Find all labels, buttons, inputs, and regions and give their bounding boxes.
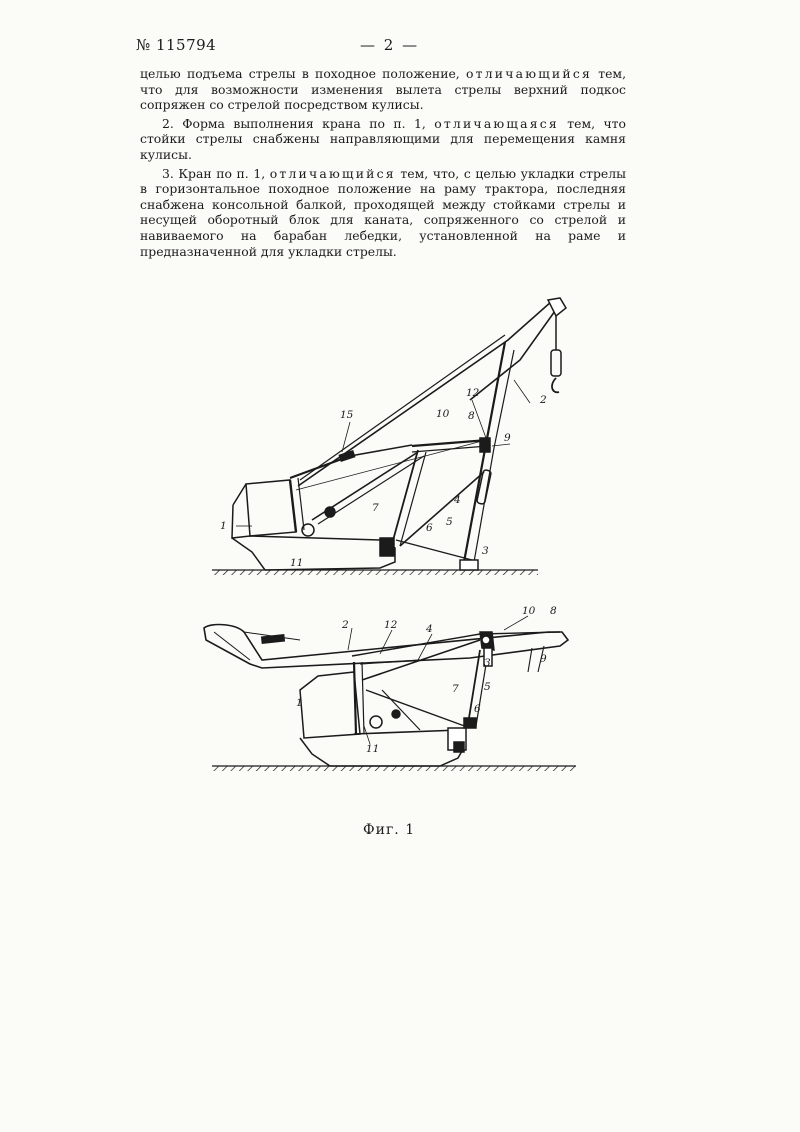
emphasis-spaced: отличающийся xyxy=(465,66,592,81)
label-8: 8 xyxy=(550,605,557,617)
figure-caption: Фиг. 1 xyxy=(363,822,416,838)
label-7: 7 xyxy=(372,502,379,514)
boom-horizontal xyxy=(204,625,568,668)
label-4: 4 xyxy=(454,494,461,506)
top-view-crane xyxy=(212,298,566,575)
label-9: 9 xyxy=(504,432,511,444)
label-10: 10 xyxy=(522,605,536,617)
tractor-frame xyxy=(250,536,395,570)
track-roller xyxy=(380,538,394,556)
label-7: 7 xyxy=(452,683,459,695)
label-2: 2 xyxy=(540,394,547,406)
emphasis-spaced: отличающаяся xyxy=(434,115,559,131)
label-11: 11 xyxy=(290,557,304,569)
label-5: 5 xyxy=(446,516,453,528)
label-8: 8 xyxy=(468,410,475,422)
patent-number: № 115794 xyxy=(136,36,217,54)
label-15: 15 xyxy=(340,409,354,421)
label-1: 1 xyxy=(220,520,227,532)
label-12: 12 xyxy=(384,619,398,631)
claim-3: 3. Кран по п. 1, отличающийся тем, что, с целью укладки стрелы в горизонтальное походное положение на раму трактора, последняя снабжена консольной балкой, проходящей между стойками стрелы и несущей оборотный блок для каната, сопряженного со стрелой и навиваемого на барабан лебедки, установленной на раме и предназначенной для укладки стрелы. xyxy=(140,165,626,259)
label-6: 6 xyxy=(426,522,433,534)
ground-top xyxy=(212,570,538,575)
label-10: 10 xyxy=(436,408,450,420)
bottom-view-crane xyxy=(204,625,576,771)
tractor-cab-bottom xyxy=(300,672,360,738)
label-6: 6 xyxy=(474,703,481,715)
label-11: 11 xyxy=(366,743,380,755)
bottom-view-labels xyxy=(296,605,557,755)
label-12: 12 xyxy=(466,387,480,399)
claim-2: 2. Форма выполнения крана по п. 1, отличающаяся тем, что стойки стрелы снабжены направляющими для перемещения камня кулисы. xyxy=(140,115,626,162)
emphasis-spaced: отличающийся xyxy=(269,165,396,181)
claim-1-continuation: целью подъема стрелы в походное положение, отличающийся тем, что для возможности изменения вылета стрелы верхний подкос сопряжен со стрелой посредством кулисы. xyxy=(140,66,627,113)
label-4: 4 xyxy=(426,623,433,635)
label-9: 9 xyxy=(540,653,547,665)
label-2: 2 xyxy=(342,619,349,631)
boom-foot xyxy=(460,560,478,570)
label-5: 5 xyxy=(484,681,491,693)
page-number: — 2 — xyxy=(360,36,420,54)
label-3: 3 xyxy=(484,657,491,669)
label-1: 1 xyxy=(296,697,303,709)
label-3: 3 xyxy=(482,545,489,557)
tractor-frame-bottom xyxy=(300,738,466,766)
tractor-cab xyxy=(246,480,296,536)
